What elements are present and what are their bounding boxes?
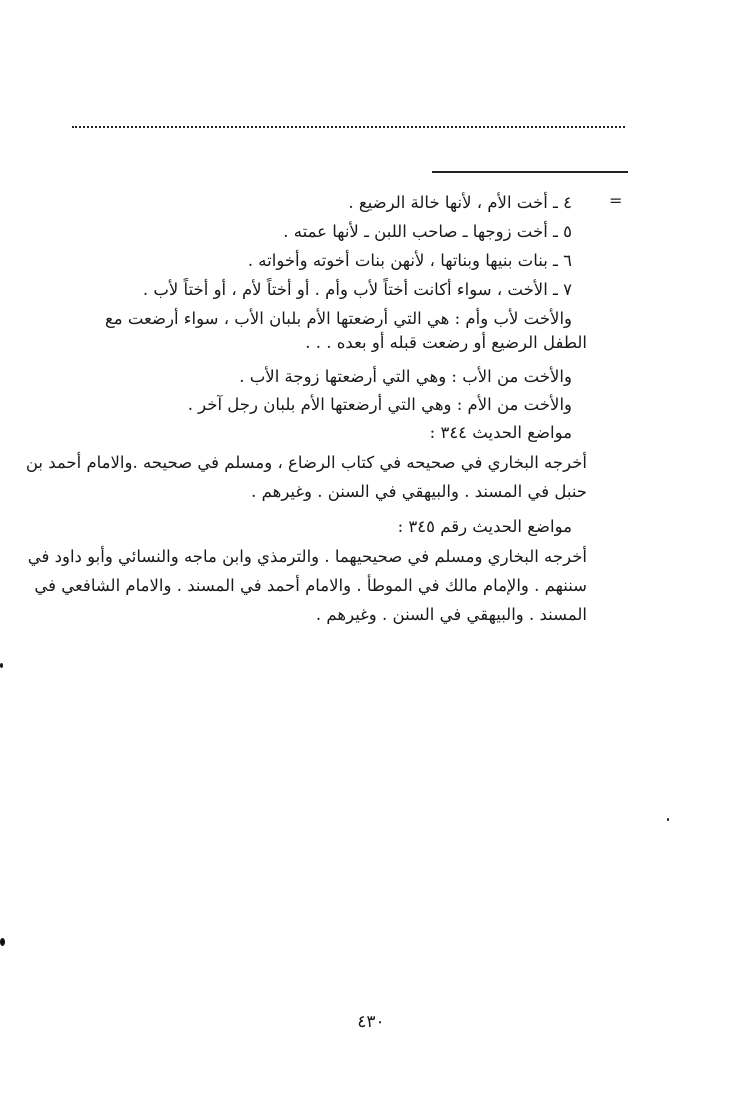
body-line: والأخت من الأم : وهي التي أرضعتها الأم بلبان رجل آخر . <box>187 395 572 414</box>
body-line: حنبل في المسند . والبيهقي في السنن . وغيرهم . <box>251 482 587 501</box>
footnote-rule <box>432 171 628 173</box>
body-line: المسند . والبيهقي في السنن . وغيرهم . <box>315 605 587 624</box>
section-heading: مواضع الحديث ٣٤٤ : <box>429 423 572 442</box>
body-line: والأخت من الأب : وهي التي أرضعتها زوجة الأب . <box>239 367 572 386</box>
section-heading: مواضع الحديث رقم ٣٤٥ : <box>397 517 572 536</box>
body-line: أخرجه البخاري في صحيحه في كتاب الرضاع ، ومسلم في صحيحه .والامام أحمد بن <box>25 453 587 472</box>
body-line: سننهم . والإمام مالك في الموطأ . والامام أحمد في المسند . والامام الشافعي في <box>34 576 587 595</box>
body-line: أخرجه البخاري ومسلم في صحيحيهما . والترمذي وابن ماجه والنسائي وأبو داود في <box>27 547 587 566</box>
page-number: ٤٣٠ <box>357 1012 385 1032</box>
list-item-4: ٤ ـ أخت الأم ، لأنها خالة الرضيع . <box>348 193 572 212</box>
body-line: والأخت لأب وأم : هي التي أرضعتها الأم بلبان الأب ، سواء أرضعت مع <box>104 309 572 328</box>
scan-speck <box>0 663 3 668</box>
list-item-5: ٥ ـ أخت زوجها ـ صاحب اللبن ـ لأنها عمته . <box>283 222 572 241</box>
list-item-7: ٧ ـ الأخت ، سواء أكانت أختاً لأب وأم . أو أختاً لأم ، أو أختاً لأب . <box>142 280 572 299</box>
dotted-separator <box>72 126 625 128</box>
list-item-6: ٦ ـ بنات بنيها وبناتها ، لأنهن بنات أخوته وأخواته . <box>247 251 572 270</box>
scan-speck <box>0 938 5 946</box>
scan-speck <box>667 818 669 821</box>
continuation-marker: = <box>609 191 623 210</box>
body-line: الطفل الرضيع أو رضعت قبله أو بعده . . . <box>305 333 587 352</box>
